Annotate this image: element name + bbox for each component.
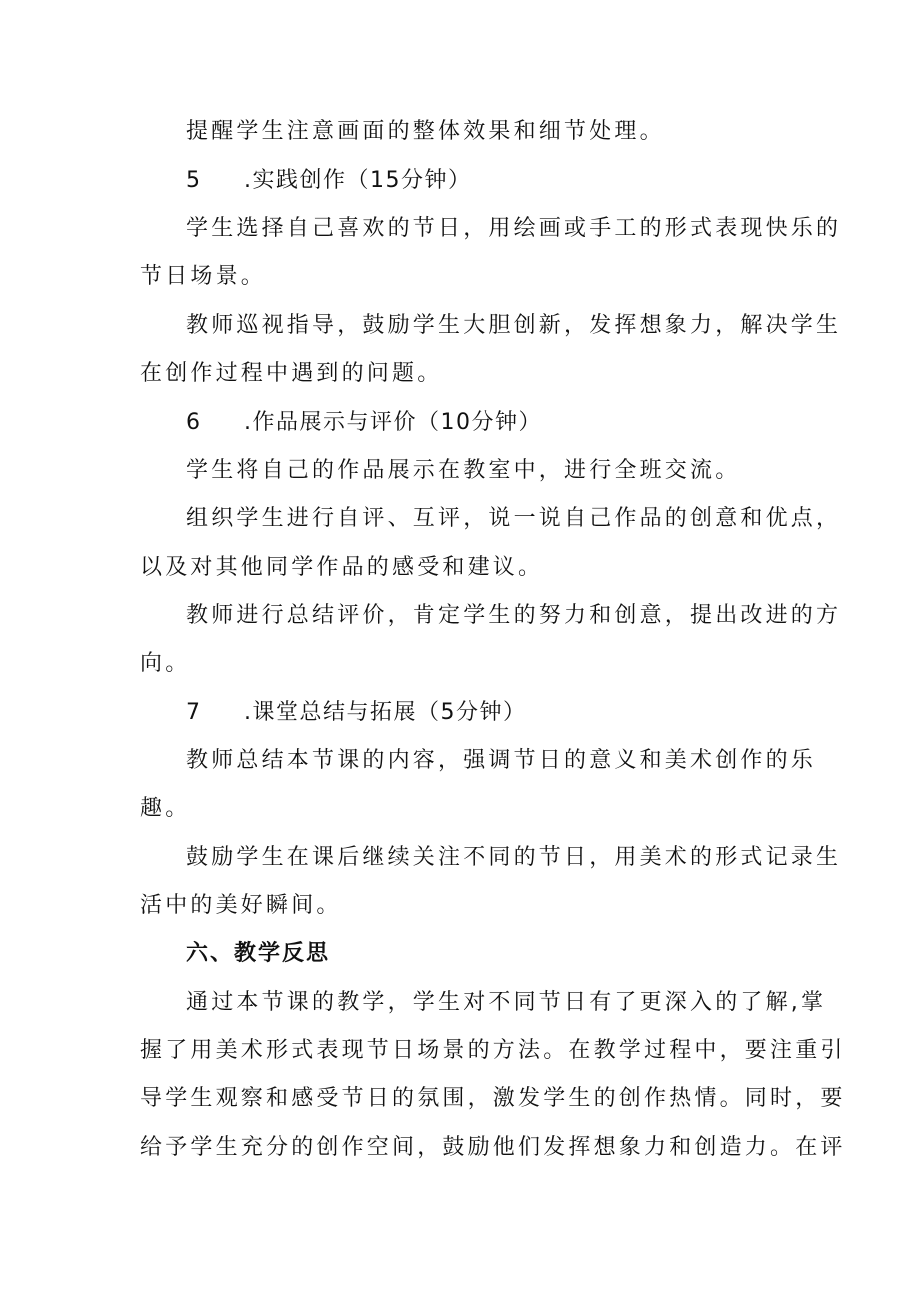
paragraph-line: 鼓励学生在课后继续关注不同的节日，用美术的形式记录生 [186, 845, 842, 870]
paragraph-line: 在创作过程中遇到的问题。 [140, 361, 443, 386]
section-title: .作品展示与评价（10分钟） [244, 410, 542, 435]
section-number: 5 [186, 168, 200, 193]
paragraph-line: 握了用美术形式表现节日场景的方法。在教学过程中，要注重引 [140, 1038, 846, 1063]
section-heading-5 [186, 166, 472, 196]
paragraph-line: 教师巡视指导，鼓励学生大胆创新，发挥想象力，解决学生 [186, 313, 842, 338]
paragraph-line: 活中的美好瞬间。 [140, 893, 342, 918]
paragraph-line: 教师进行总结评价，肯定学生的努力和创意，提出改进的方 [186, 603, 842, 628]
section-heading-6 [186, 408, 542, 438]
paragraph-line: 给予学生充分的创作空间，鼓励他们发挥想象力和创造力。在评 [140, 1135, 846, 1160]
chapter-heading: 六、教学反思 [186, 941, 331, 966]
paragraph-line: 学生选择自己喜欢的节日，用绘画或手工的形式表现快乐的 [186, 216, 842, 241]
paragraph-line: 通过本节课的教学，学生对不同节日有了更深入的了解,掌 [186, 990, 827, 1015]
paragraph-line: 教师总结本节课的内容，强调节日的意义和美术创作的乐 [186, 748, 817, 773]
paragraph-line: 提醒学生注意画面的整体效果和细节处理。 [186, 119, 665, 144]
section-heading-7 [186, 698, 527, 728]
section-number: 7 [186, 700, 200, 725]
paragraph-line: 组织学生进行自评、互评，说一说自己作品的创意和优点， [186, 506, 842, 531]
paragraph-line: 导学生观察和感受节日的氛围，激发学生的创作热情。同时，要 [140, 1086, 846, 1111]
section-title: .实践创作（15分钟） [244, 168, 472, 193]
paragraph-line: 向。 [140, 651, 191, 676]
section-number: 6 [186, 410, 200, 435]
paragraph-line: 学生将自己的作品展示在教室中，进行全班交流。 [186, 458, 741, 483]
paragraph-line: 趣。 [140, 796, 191, 821]
paragraph-line: 以及对其他同学作品的感受和建议。 [140, 555, 544, 580]
paragraph-line: 节日场景。 [140, 264, 267, 289]
section-title: .课堂总结与拓展（5分钟） [244, 700, 527, 725]
